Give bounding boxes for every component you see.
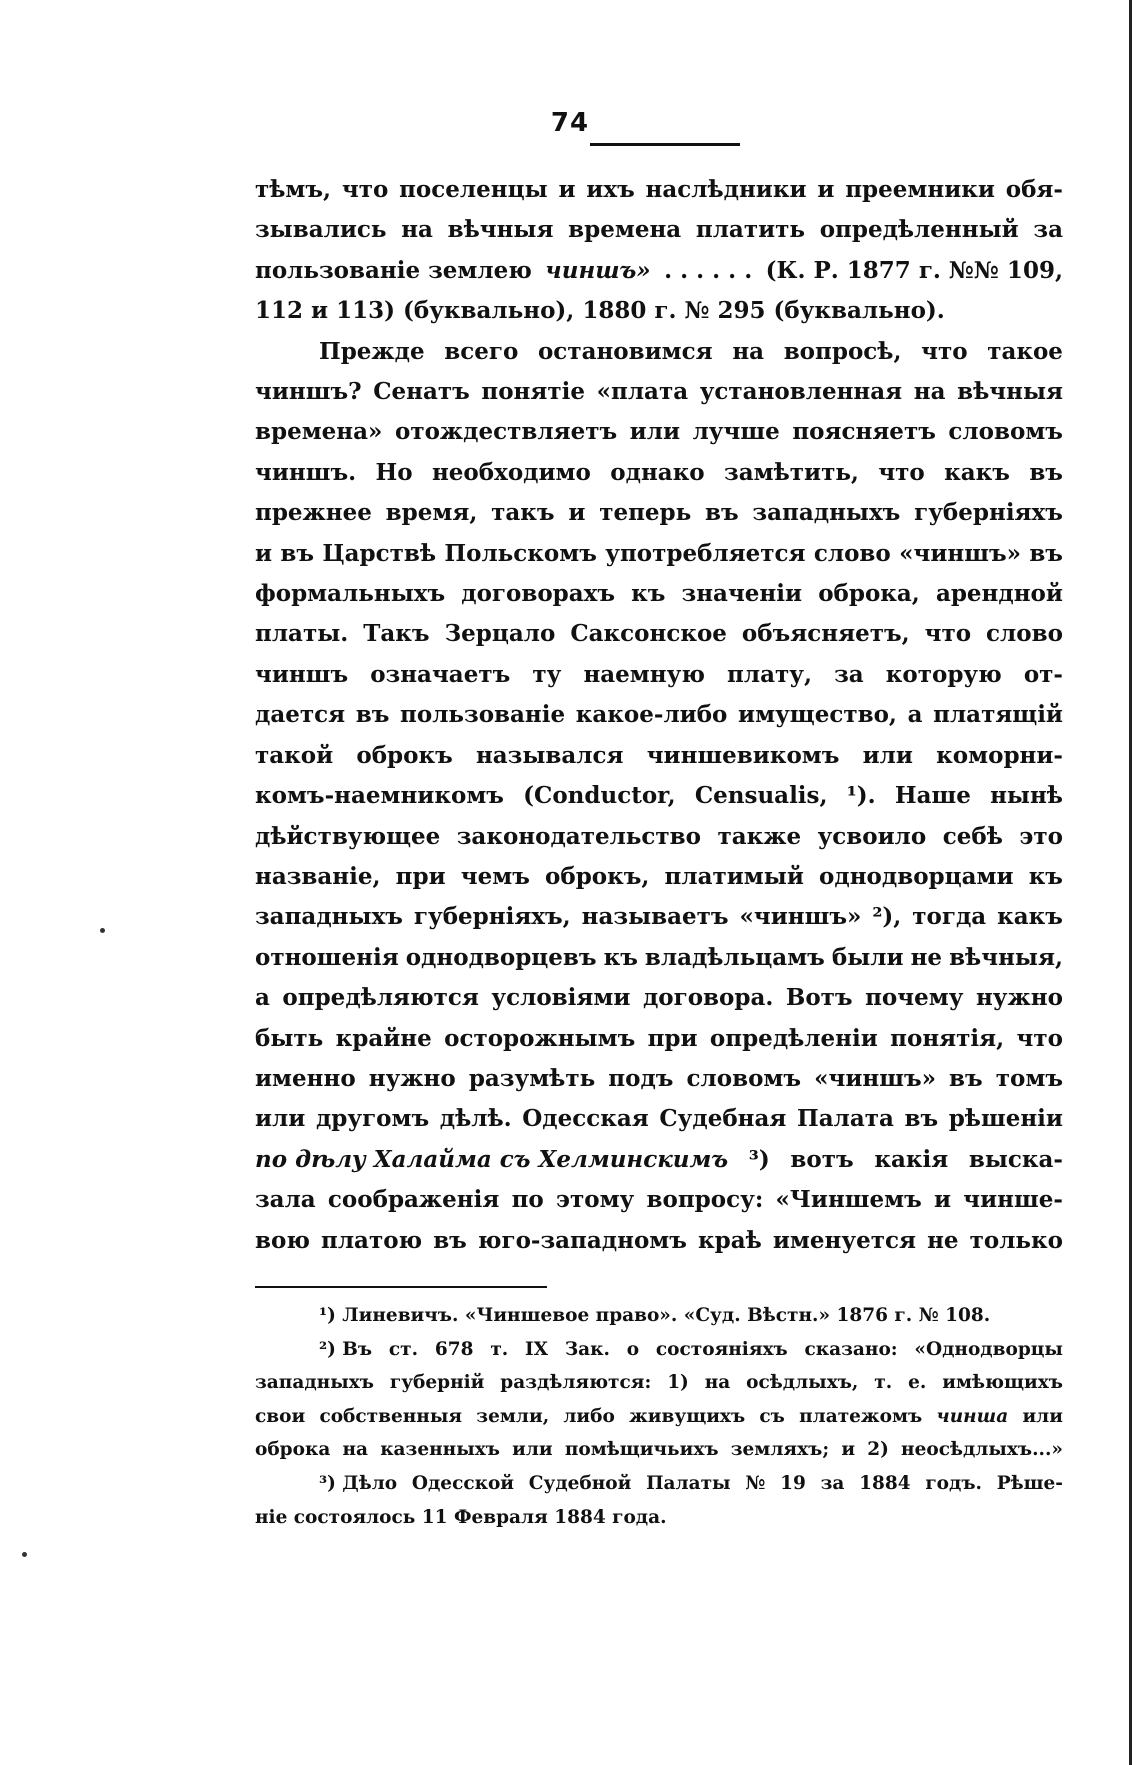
body-text [255, 170, 1063, 1261]
text-line: времена» отождествляетъ или лучше поясняетъ словомъ [255, 418, 1063, 446]
scan-speck [100, 928, 105, 933]
footnote-line: западныхъ губерній раздѣляются: 1) на осѣдлыхъ, т. е. имѣющихъ [255, 1372, 1063, 1394]
text-line: чиншъ означаетъ ту наемную плату, за которую от- [255, 660, 1063, 688]
text-line: прежнее время, такъ и теперь въ западныхъ губерніяхъ [255, 499, 1063, 527]
text-line: тѣмъ, что поселенцы и ихъ наслѣдники и преемники обя- [255, 176, 1063, 203]
text-line: западныхъ губерніяхъ, называетъ «чиншъ» ²), тогда какъ [255, 903, 1063, 931]
text-line: такой оброкъ назывался чиншевикомъ или коморни- [255, 741, 1063, 769]
scan-edge-line [1129, 0, 1132, 1765]
footnotes [255, 1299, 1063, 1534]
scan-speck [22, 1552, 27, 1557]
text-line: названіе, при чемъ оброкъ, платимый однодворцами къ [255, 862, 1063, 890]
text-line: или другомъ дѣлѣ. Одесская Судебная Палата въ рѣшеніи [255, 1105, 1063, 1133]
text-line: дается въ пользованіе какое-либо имущество, а платящій [255, 701, 1063, 729]
text-line: платы. Такъ Зерцало Саксонское объясняетъ, что слово [255, 620, 1063, 648]
text-line: зывались на вѣчныя времена платить опредѣленный за [255, 216, 1063, 244]
text-line: а опредѣляются условіями договора. Вотъ почему нужно [255, 984, 1063, 1012]
text-line: быть крайне осторожнымъ при опредѣленіи понятія, что [255, 1024, 1063, 1052]
text-line: именно нужно разумѣть подъ словомъ «чиншъ» въ томъ [255, 1064, 1063, 1092]
text-line: комъ-наемникомъ (Conductor, Censualis, ¹). Наше нынѣ [255, 782, 1063, 810]
text-line: 112 и 113) (буквально), 1880 г. № 295 (буквально). [255, 297, 945, 325]
footnote-line: свои собственныя земли, либо живущихъ съ платежомъ чинша или [255, 1405, 1063, 1427]
text-line: дѣйствующее законодательство также усвоило себѣ это [255, 822, 1063, 850]
footnote-line: оброка на казенныхъ или помѣщичьихъ земляхъ; и 2) неосѣдлыхъ...» [255, 1439, 1063, 1461]
text-line: чиншъ? Сенатъ понятіе «плата установленная на вѣчныя [255, 378, 1063, 406]
text-line: чиншъ. Но необходимо однако замѣтить, что какъ въ [255, 458, 1063, 486]
text-line: отношенія однодворцевъ къ владѣльцамъ были не вѣчныя, [255, 943, 1063, 971]
header-rule [590, 143, 740, 146]
text-line: зала соображенія по этому вопросу: «Чиншемъ и чинше- [255, 1186, 1063, 1214]
footnote-line: ¹) Линевичъ. «Чиншевое право». «Суд. Вѣстн.» 1876 г. № 108. [319, 1305, 991, 1326]
page-number: 74 [550, 108, 590, 138]
text-line: по дѣлу Халайма съ Хелминскимъ ³) вотъ какія выска- [255, 1145, 1063, 1173]
footnote-rule [255, 1286, 547, 1288]
footnote-line: ³) Дѣло Одесской Судебной Палаты № 19 за 1884 годъ. Рѣше- [319, 1472, 1063, 1494]
text-line: пользованіе землею чиншъ» . . . . . . (К. Р. 1877 г. №№ 109, [255, 256, 1063, 284]
text-line: вою платою въ юго-западномъ краѣ именуется не только [255, 1226, 1063, 1254]
text-line: Прежде всего остановимся на вопросѣ, что такое [319, 337, 1063, 365]
text-line: и въ Царствѣ Польскомъ употребляется слово «чиншъ» въ [255, 539, 1063, 567]
footnote-line: ніе состоялось 11 Февраля 1884 года. [255, 1506, 667, 1528]
text-line: формальныхъ договорахъ къ значеніи оброка, арендной [255, 580, 1063, 608]
footnote-line: ²) Въ ст. 678 т. IX Зак. о состояніяхъ сказано: «Однодворцы [319, 1338, 1063, 1360]
